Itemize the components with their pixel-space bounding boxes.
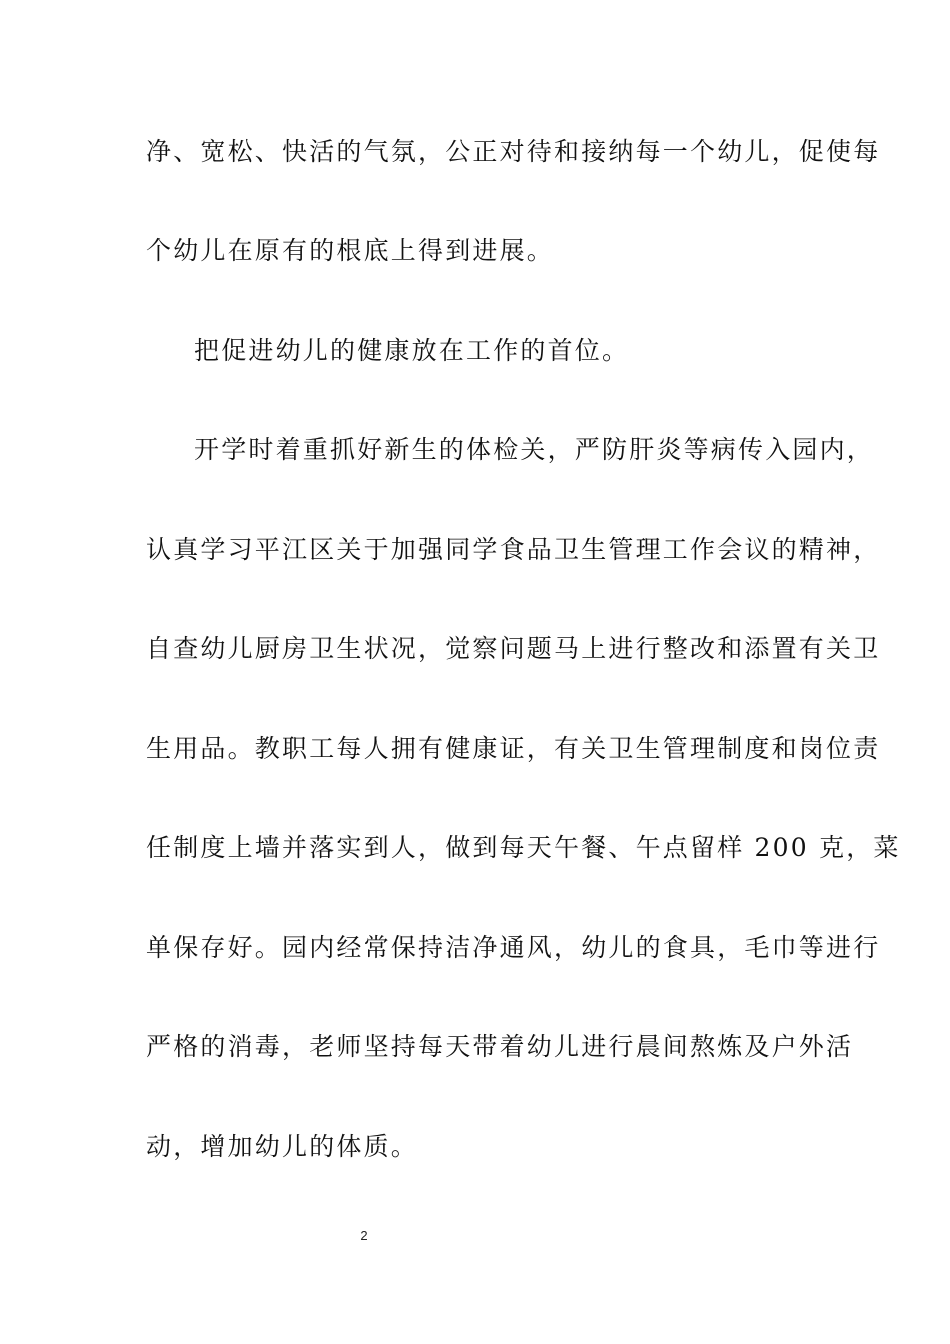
- text-line-9: 单保存好。园内经常保持洁净通风，幼儿的食具，毛巾等进行: [146, 933, 881, 962]
- page-number: 2: [360, 1228, 368, 1243]
- text-line-6: 自查幼儿厨房卫生状况，觉察问题马上进行整改和添置有关卫: [146, 634, 881, 663]
- text-line-5: 认真学习平江区关于加强同学食品卫生管理工作会议的精神，: [146, 535, 881, 564]
- text-line-2: 个幼儿在原有的根底上得到进展。: [146, 236, 555, 265]
- text-line-7: 生用品。教职工每人拥有健康证，有关卫生管理制度和岗位责: [146, 734, 881, 763]
- text-line-4: 开学时着重抓好新生的体检关，严防肝炎等病传入园内，: [194, 435, 875, 464]
- paragraph-heading: 把促进幼儿的健康放在工作的首位。: [194, 336, 630, 365]
- text-line-8: 任制度上墙并落实到人，做到每天午餐、午点留样 200 克，菜: [146, 833, 901, 862]
- text-line-1: 净、宽松、快活的气氛，公正对待和接纳每一个幼儿，促使每: [146, 137, 881, 166]
- text-line-10: 严格的消毒，老师坚持每天带着幼儿进行晨间熬炼及户外活: [146, 1032, 854, 1061]
- text-line-11: 动，增加幼儿的体质。: [146, 1132, 419, 1161]
